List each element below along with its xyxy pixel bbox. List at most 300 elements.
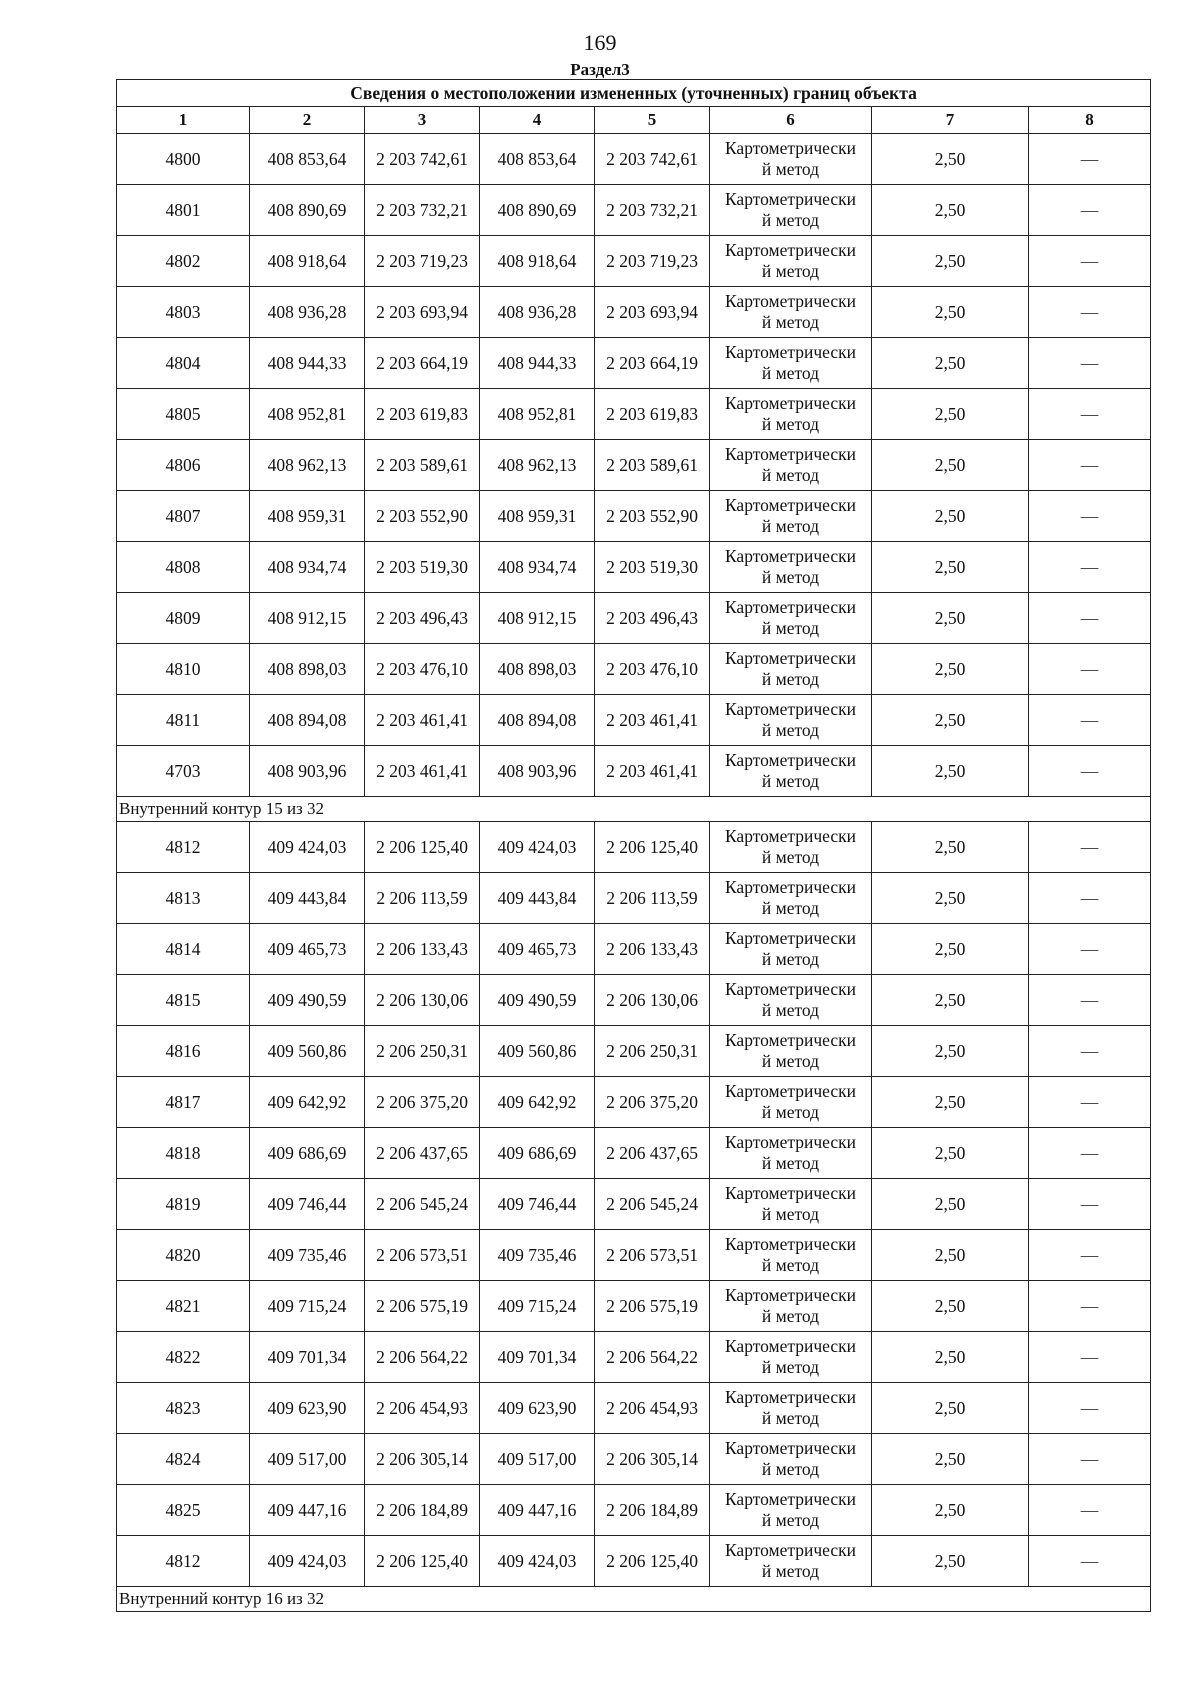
refined-y-cell: 2 206 545,24 (595, 1179, 710, 1230)
method-text-line2: й метод (761, 898, 820, 918)
point-id-cell: 4812 (117, 822, 250, 873)
refined-x-cell: 408 853,64 (480, 134, 595, 185)
point-id-cell: 4804 (117, 338, 250, 389)
table-row (117, 1128, 1151, 1179)
point-id-cell: 4818 (117, 1128, 250, 1179)
refined-x-cell: 408 890,69 (480, 185, 595, 236)
precision-cell: 2,50 (872, 822, 1029, 873)
existing-y-cell: 2 203 693,94 (365, 287, 480, 338)
refined-y-cell: 2 206 454,93 (595, 1383, 710, 1434)
precision-cell: 2,50 (872, 1485, 1029, 1536)
existing-x-cell: 409 465,73 (250, 924, 365, 975)
refined-x-cell: 409 642,92 (480, 1077, 595, 1128)
existing-x-cell: 408 890,69 (250, 185, 365, 236)
existing-y-cell: 2 203 476,10 (365, 644, 480, 695)
point-id-cell: 4823 (117, 1383, 250, 1434)
refined-x-cell: 409 447,16 (480, 1485, 595, 1536)
point-id-cell: 4810 (117, 644, 250, 695)
existing-y-cell: 2 206 437,65 (365, 1128, 480, 1179)
method-cell (710, 975, 872, 1026)
contour-label-row (117, 1587, 1151, 1612)
method-text-line2: й метод (761, 210, 820, 230)
column-number: 4 (480, 107, 595, 134)
description-cell: — (1029, 1026, 1151, 1077)
description-cell: — (1029, 975, 1151, 1026)
existing-y-cell: 2 206 125,40 (365, 822, 480, 873)
precision-cell: 2,50 (872, 924, 1029, 975)
point-id-cell: 4805 (117, 389, 250, 440)
table-row (117, 440, 1151, 491)
method-text-line1: Картометрически (724, 1540, 857, 1560)
precision-cell: 2,50 (872, 338, 1029, 389)
method-text-line2: й метод (761, 1000, 820, 1020)
method-text-line1: Картометрически (724, 1234, 857, 1254)
method-text-line2: й метод (761, 847, 820, 867)
method-text-line1: Картометрически (724, 1438, 857, 1458)
table-row (117, 134, 1151, 185)
method-text-line2: й метод (761, 567, 820, 587)
method-text-line2: й метод (761, 465, 820, 485)
description-cell: — (1029, 822, 1151, 873)
refined-y-cell: 2 203 664,19 (595, 338, 710, 389)
refined-y-cell: 2 203 461,41 (595, 695, 710, 746)
existing-y-cell: 2 206 305,14 (365, 1434, 480, 1485)
point-id-cell: 4824 (117, 1434, 250, 1485)
method-text-line1: Картометрически (724, 826, 857, 846)
method-text-line1: Картометрически (724, 648, 857, 668)
method-text-line1: Картометрически (724, 393, 857, 413)
method-cell (710, 236, 872, 287)
existing-x-cell: 408 898,03 (250, 644, 365, 695)
method-text-line1: Картометрически (724, 189, 857, 209)
precision-cell: 2,50 (872, 975, 1029, 1026)
method-cell (710, 287, 872, 338)
description-cell: — (1029, 1230, 1151, 1281)
description-cell: — (1029, 593, 1151, 644)
method-text-line2: й метод (761, 1459, 820, 1479)
method-cell (710, 1026, 872, 1077)
contour-label-row (117, 797, 1151, 822)
method-text-line2: й метод (761, 1306, 820, 1326)
precision-cell: 2,50 (872, 236, 1029, 287)
refined-y-cell: 2 203 693,94 (595, 287, 710, 338)
section-title: Раздел3 (570, 60, 630, 79)
column-number: 7 (872, 107, 1029, 134)
existing-y-cell: 2 203 519,30 (365, 542, 480, 593)
existing-y-cell: 2 206 564,22 (365, 1332, 480, 1383)
table-row (117, 975, 1151, 1026)
method-text-line1: Картометрически (724, 1387, 857, 1407)
method-text-line2: й метод (761, 414, 820, 434)
point-id-cell: 4821 (117, 1281, 250, 1332)
refined-x-cell: 409 490,59 (480, 975, 595, 1026)
existing-x-cell: 408 853,64 (250, 134, 365, 185)
description-cell: — (1029, 1281, 1151, 1332)
column-number: 3 (365, 107, 480, 134)
existing-y-cell: 2 203 742,61 (365, 134, 480, 185)
description-cell: — (1029, 491, 1151, 542)
method-text-line1: Картометрически (724, 1285, 857, 1305)
table-row (117, 236, 1151, 287)
method-cell (710, 134, 872, 185)
precision-cell: 2,50 (872, 440, 1029, 491)
description-cell: — (1029, 924, 1151, 975)
precision-cell: 2,50 (872, 644, 1029, 695)
refined-y-cell: 2 203 732,21 (595, 185, 710, 236)
point-id-cell: 4703 (117, 746, 250, 797)
refined-y-cell: 2 206 113,59 (595, 873, 710, 924)
existing-y-cell: 2 203 496,43 (365, 593, 480, 644)
table-row (117, 924, 1151, 975)
method-text-line1: Картометрически (724, 546, 857, 566)
refined-x-cell: 408 918,64 (480, 236, 595, 287)
description-cell: — (1029, 185, 1151, 236)
method-text-line1: Картометрически (724, 979, 857, 999)
precision-cell: 2,50 (872, 695, 1029, 746)
existing-y-cell: 2 206 575,19 (365, 1281, 480, 1332)
method-text-line2: й метод (761, 1153, 820, 1173)
existing-y-cell: 2 203 461,41 (365, 746, 480, 797)
method-text-line2: й метод (761, 669, 820, 689)
existing-x-cell: 409 517,00 (250, 1434, 365, 1485)
table-row (117, 1434, 1151, 1485)
existing-x-cell: 408 952,81 (250, 389, 365, 440)
method-text-line2: й метод (761, 1051, 820, 1071)
method-text-line1: Картометрически (724, 597, 857, 617)
precision-cell: 2,50 (872, 1128, 1029, 1179)
precision-cell: 2,50 (872, 746, 1029, 797)
description-cell: — (1029, 440, 1151, 491)
precision-cell: 2,50 (872, 185, 1029, 236)
method-text-line1: Картометрически (724, 1030, 857, 1050)
existing-x-cell: 408 934,74 (250, 542, 365, 593)
existing-x-cell: 409 715,24 (250, 1281, 365, 1332)
refined-y-cell: 2 203 461,41 (595, 746, 710, 797)
refined-y-cell: 2 203 589,61 (595, 440, 710, 491)
existing-y-cell: 2 206 113,59 (365, 873, 480, 924)
existing-y-cell: 2 206 573,51 (365, 1230, 480, 1281)
refined-y-cell: 2 203 742,61 (595, 134, 710, 185)
method-text-line1: Картометрически (724, 240, 857, 260)
point-id-cell: 4815 (117, 975, 250, 1026)
description-cell: — (1029, 746, 1151, 797)
point-id-cell: 4825 (117, 1485, 250, 1536)
table-title: Сведения о местоположении измененных (уточненных) границ объекта (117, 80, 1151, 107)
existing-y-cell: 2 203 719,23 (365, 236, 480, 287)
method-cell (710, 542, 872, 593)
description-cell: — (1029, 236, 1151, 287)
existing-x-cell: 408 944,33 (250, 338, 365, 389)
existing-y-cell: 2 203 732,21 (365, 185, 480, 236)
table-row (117, 1536, 1151, 1587)
point-id-cell: 4800 (117, 134, 250, 185)
refined-x-cell: 408 903,96 (480, 746, 595, 797)
method-text-line1: Картометрически (724, 1183, 857, 1203)
refined-y-cell: 2 203 619,83 (595, 389, 710, 440)
precision-cell: 2,50 (872, 1536, 1029, 1587)
existing-x-cell: 409 447,16 (250, 1485, 365, 1536)
existing-x-cell: 409 424,03 (250, 822, 365, 873)
precision-cell: 2,50 (872, 1434, 1029, 1485)
precision-cell: 2,50 (872, 593, 1029, 644)
refined-x-cell: 409 746,44 (480, 1179, 595, 1230)
page-number: 169 (583, 30, 617, 55)
point-id-cell: 4813 (117, 873, 250, 924)
method-cell (710, 593, 872, 644)
method-text-line2: й метод (761, 1255, 820, 1275)
existing-x-cell: 409 443,84 (250, 873, 365, 924)
method-text-line1: Картометрически (724, 342, 857, 362)
existing-x-cell: 408 918,64 (250, 236, 365, 287)
refined-x-cell: 408 894,08 (480, 695, 595, 746)
method-text-line2: й метод (761, 771, 820, 791)
method-cell (710, 1128, 872, 1179)
method-cell (710, 924, 872, 975)
refined-x-cell: 409 424,03 (480, 1536, 595, 1587)
description-cell: — (1029, 695, 1151, 746)
description-cell: — (1029, 1434, 1151, 1485)
table-row (117, 873, 1151, 924)
description-cell: — (1029, 1332, 1151, 1383)
table-row (117, 389, 1151, 440)
method-cell (710, 389, 872, 440)
existing-y-cell: 2 206 125,40 (365, 1536, 480, 1587)
description-cell: — (1029, 1077, 1151, 1128)
precision-cell: 2,50 (872, 1230, 1029, 1281)
table-row (117, 1077, 1151, 1128)
refined-x-cell: 408 962,13 (480, 440, 595, 491)
column-number: 5 (595, 107, 710, 134)
table-row (117, 822, 1151, 873)
table-row (117, 287, 1151, 338)
precision-cell: 2,50 (872, 1332, 1029, 1383)
table-row (117, 338, 1151, 389)
description-cell: — (1029, 644, 1151, 695)
table-row (117, 1281, 1151, 1332)
existing-x-cell: 409 642,92 (250, 1077, 365, 1128)
existing-x-cell: 408 936,28 (250, 287, 365, 338)
precision-cell: 2,50 (872, 1077, 1029, 1128)
refined-y-cell: 2 203 476,10 (595, 644, 710, 695)
method-cell (710, 1536, 872, 1587)
description-cell: — (1029, 389, 1151, 440)
refined-x-cell: 409 715,24 (480, 1281, 595, 1332)
existing-y-cell: 2 206 545,24 (365, 1179, 480, 1230)
table-body (117, 134, 1151, 1612)
method-text-line1: Картометрически (724, 291, 857, 311)
refined-y-cell: 2 206 375,20 (595, 1077, 710, 1128)
refined-x-cell: 408 934,74 (480, 542, 595, 593)
existing-y-cell: 2 203 461,41 (365, 695, 480, 746)
description-cell: — (1029, 134, 1151, 185)
method-text-line1: Картометрически (724, 138, 857, 158)
refined-y-cell: 2 206 125,40 (595, 1536, 710, 1587)
method-text-line2: й метод (761, 720, 820, 740)
existing-x-cell: 409 735,46 (250, 1230, 365, 1281)
method-cell (710, 1281, 872, 1332)
method-text-line2: й метод (761, 1102, 820, 1122)
column-number: 6 (710, 107, 872, 134)
existing-x-cell: 409 686,69 (250, 1128, 365, 1179)
point-id-cell: 4811 (117, 695, 250, 746)
method-text-line1: Картометрически (724, 699, 857, 719)
method-text-line2: й метод (761, 1510, 820, 1530)
table-row (117, 695, 1151, 746)
table-row (117, 1026, 1151, 1077)
precision-cell: 2,50 (872, 1026, 1029, 1077)
refined-x-cell: 409 686,69 (480, 1128, 595, 1179)
method-text-line1: Картометрически (724, 495, 857, 515)
table-row (117, 1179, 1151, 1230)
method-cell (710, 338, 872, 389)
method-cell (710, 1383, 872, 1434)
refined-y-cell: 2 206 184,89 (595, 1485, 710, 1536)
method-cell (710, 1434, 872, 1485)
precision-cell: 2,50 (872, 1179, 1029, 1230)
method-text-line2: й метод (761, 1357, 820, 1377)
table-row (117, 1383, 1151, 1434)
method-text-line2: й метод (761, 618, 820, 638)
refined-y-cell: 2 203 496,43 (595, 593, 710, 644)
existing-y-cell: 2 206 133,43 (365, 924, 480, 975)
column-number: 1 (117, 107, 250, 134)
point-id-cell: 4822 (117, 1332, 250, 1383)
precision-cell: 2,50 (872, 389, 1029, 440)
refined-x-cell: 409 735,46 (480, 1230, 595, 1281)
existing-x-cell: 409 560,86 (250, 1026, 365, 1077)
refined-x-cell: 408 944,33 (480, 338, 595, 389)
method-cell (710, 1485, 872, 1536)
table-row (117, 491, 1151, 542)
description-cell: — (1029, 1179, 1151, 1230)
method-text-line1: Картометрически (724, 750, 857, 770)
table-row (117, 1230, 1151, 1281)
point-id-cell: 4819 (117, 1179, 250, 1230)
point-id-cell: 4809 (117, 593, 250, 644)
refined-x-cell: 409 701,34 (480, 1332, 595, 1383)
precision-cell: 2,50 (872, 1383, 1029, 1434)
contour-label: Внутренний контур 15 из 32 (117, 797, 1151, 822)
refined-x-cell: 408 952,81 (480, 389, 595, 440)
existing-y-cell: 2 203 552,90 (365, 491, 480, 542)
point-id-cell: 4812 (117, 1536, 250, 1587)
refined-y-cell: 2 206 305,14 (595, 1434, 710, 1485)
column-number: 2 (250, 107, 365, 134)
method-text-line1: Картометрически (724, 1132, 857, 1152)
refined-x-cell: 409 623,90 (480, 1383, 595, 1434)
refined-x-cell: 409 424,03 (480, 822, 595, 873)
table-row (117, 644, 1151, 695)
refined-y-cell: 2 206 125,40 (595, 822, 710, 873)
method-text-line2: й метод (761, 949, 820, 969)
existing-x-cell: 408 959,31 (250, 491, 365, 542)
method-text-line2: й метод (761, 159, 820, 179)
method-text-line2: й метод (761, 261, 820, 281)
existing-y-cell: 2 206 375,20 (365, 1077, 480, 1128)
method-text-line1: Картометрически (724, 444, 857, 464)
precision-cell: 2,50 (872, 873, 1029, 924)
table-row (117, 593, 1151, 644)
existing-x-cell: 409 701,34 (250, 1332, 365, 1383)
description-cell: — (1029, 1383, 1151, 1434)
method-text-line2: й метод (761, 1204, 820, 1224)
method-text-line2: й метод (761, 1408, 820, 1428)
refined-x-cell: 408 959,31 (480, 491, 595, 542)
refined-y-cell: 2 206 564,22 (595, 1332, 710, 1383)
existing-x-cell: 408 962,13 (250, 440, 365, 491)
point-id-cell: 4808 (117, 542, 250, 593)
precision-cell: 2,50 (872, 491, 1029, 542)
description-cell: — (1029, 1128, 1151, 1179)
precision-cell: 2,50 (872, 134, 1029, 185)
existing-y-cell: 2 206 130,06 (365, 975, 480, 1026)
point-id-cell: 4803 (117, 287, 250, 338)
refined-y-cell: 2 203 519,30 (595, 542, 710, 593)
refined-y-cell: 2 206 250,31 (595, 1026, 710, 1077)
boundary-coordinates-table (116, 79, 1151, 1612)
table-row (117, 1485, 1151, 1536)
refined-y-cell: 2 206 133,43 (595, 924, 710, 975)
table-row (117, 1332, 1151, 1383)
existing-y-cell: 2 206 454,93 (365, 1383, 480, 1434)
refined-y-cell: 2 206 130,06 (595, 975, 710, 1026)
existing-x-cell: 409 746,44 (250, 1179, 365, 1230)
description-cell: — (1029, 338, 1151, 389)
method-cell (710, 1179, 872, 1230)
refined-x-cell: 408 912,15 (480, 593, 595, 644)
refined-x-cell: 409 517,00 (480, 1434, 595, 1485)
refined-x-cell: 408 936,28 (480, 287, 595, 338)
refined-y-cell: 2 203 552,90 (595, 491, 710, 542)
refined-y-cell: 2 206 573,51 (595, 1230, 710, 1281)
precision-cell: 2,50 (872, 1281, 1029, 1332)
method-text-line2: й метод (761, 1561, 820, 1581)
method-text-line1: Картометрически (724, 1489, 857, 1509)
refined-x-cell: 409 443,84 (480, 873, 595, 924)
refined-x-cell: 409 560,86 (480, 1026, 595, 1077)
refined-y-cell: 2 203 719,23 (595, 236, 710, 287)
method-cell (710, 1332, 872, 1383)
method-cell (710, 491, 872, 542)
refined-y-cell: 2 206 437,65 (595, 1128, 710, 1179)
method-text-line2: й метод (761, 363, 820, 383)
existing-y-cell: 2 206 184,89 (365, 1485, 480, 1536)
description-cell: — (1029, 1485, 1151, 1536)
table-row (117, 185, 1151, 236)
method-text-line2: й метод (761, 516, 820, 536)
method-cell (710, 1230, 872, 1281)
method-text-line1: Картометрически (724, 1081, 857, 1101)
existing-x-cell: 408 903,96 (250, 746, 365, 797)
method-cell (710, 185, 872, 236)
existing-x-cell: 409 424,03 (250, 1536, 365, 1587)
point-id-cell: 4814 (117, 924, 250, 975)
method-cell (710, 873, 872, 924)
method-cell (710, 440, 872, 491)
column-number: 8 (1029, 107, 1151, 134)
refined-x-cell: 409 465,73 (480, 924, 595, 975)
table-row (117, 746, 1151, 797)
method-cell (710, 746, 872, 797)
precision-cell: 2,50 (872, 287, 1029, 338)
existing-y-cell: 2 203 664,19 (365, 338, 480, 389)
refined-x-cell: 408 898,03 (480, 644, 595, 695)
method-text-line1: Картометрически (724, 928, 857, 948)
method-cell (710, 1077, 872, 1128)
method-cell (710, 644, 872, 695)
point-id-cell: 4816 (117, 1026, 250, 1077)
description-cell: — (1029, 1536, 1151, 1587)
